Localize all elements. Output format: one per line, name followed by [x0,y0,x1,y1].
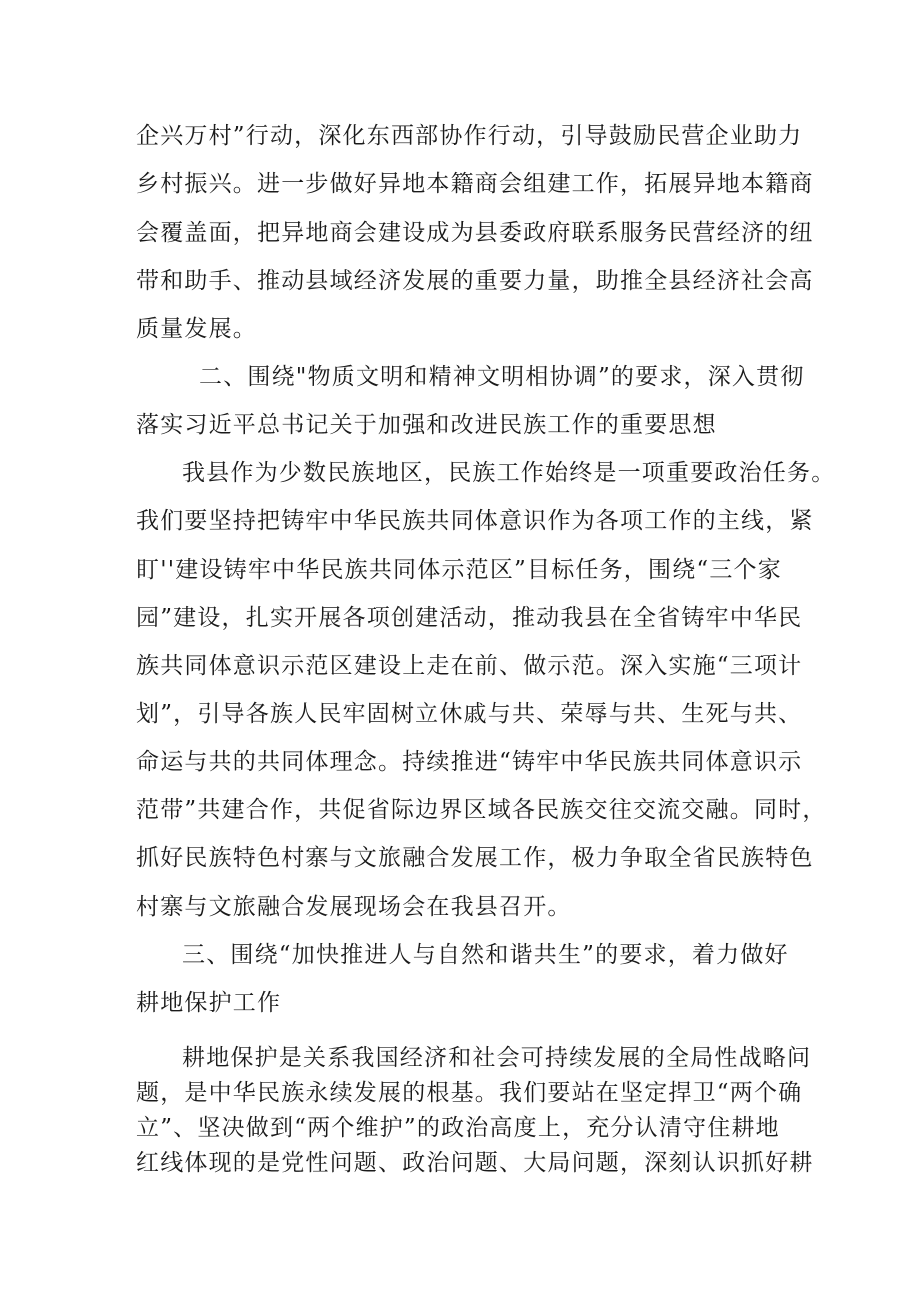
text-line: 盯''建设铸牢中华民族共同体示范区”目标任务，围绕“三个家 [136,557,782,583]
text-line: 范带”共建合作，共促省际边界区域各民族交往交流交融。同时， [136,797,827,823]
text-line: 题，是中华民族永续发展的根基。我们要站在坚定捍卫“两个确 [136,1080,803,1106]
text-line: 红线体现的是党性问题、政治问题、大局问题，深刻认识抓好耕 [136,1150,814,1176]
text-line: 带和助手、推动县域经济发展的重要力量，助推全县经济社会高 [136,268,814,294]
text-line: 我县作为少数民族地区，民族工作始终是一项重要政治任务。 [182,460,836,486]
text-line: 划”，引导各族人民牢固树立休戚与共、荣辱与共、生死与共、 [136,701,803,727]
section-heading-line: 二、围绕"物质文明和精神文明相协调”的要求，深入贯彻 [199,364,805,390]
text-line: 族共同体意识示范区建设上走在前、做示范。深入实施“三项计 [136,653,803,679]
text-line: 企兴万村”行动，深化东西部协作行动，引导鼓励民营企业助力 [136,123,803,149]
text-line: 质量发展。 [136,316,257,342]
text-line: 抓好民族特色村寨与文旅融合发展工作，极力争取全省民族特色 [136,845,814,871]
text-line: 耕地保护是关系我国经济和社会可持续发展的全局性战略问 [182,1045,812,1071]
text-line: 乡村振兴。进一步做好异地本籍商会组建工作，拓展异地本籍商 [136,171,814,197]
section-heading-line: 落实习近平总书记关于加强和改进民族工作的重要思想 [136,412,717,438]
text-line: 园”建设，扎实开展各项创建活动，推动我县在全省铸牢中华民 [136,605,803,631]
text-line: 我们要坚持把铸牢中华民族共同体意识作为各项工作的主线，紧 [136,508,814,534]
text-line: 会覆盖面，把异地商会建设成为县委政府联系服务民营经济的纽 [136,220,814,246]
section-heading-line: 三、围绕“加快推进人与自然和谐共生”的要求，着力做好 [182,942,789,968]
text-line: 立”、坚决做到“两个维护”的政治高度上，充分认清守住耕地 [136,1115,780,1141]
section-heading-line: 耕地保护工作 [136,990,282,1016]
text-line: 命运与共的共同体理念。持续推进“铸牢中华民族共同体意识示 [136,749,803,775]
text-line: 村寨与文旅融合发展现场会在我县召开。 [136,894,572,920]
